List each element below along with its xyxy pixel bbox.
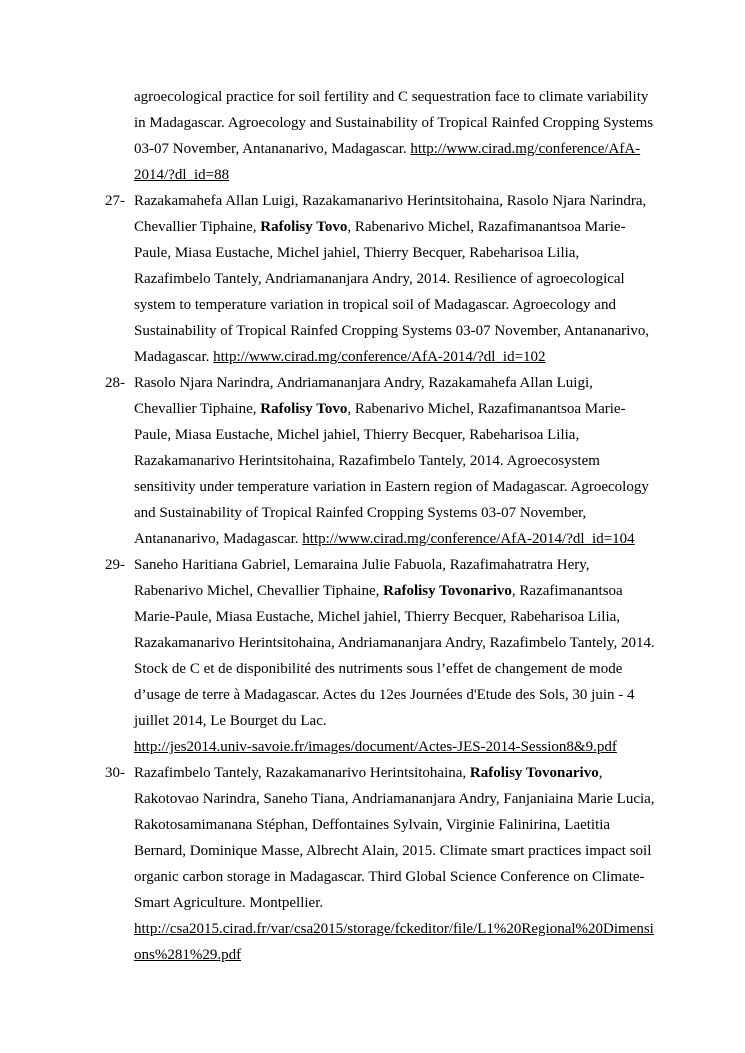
reference-text: , Rabenarivo Michel, Razafimanantsoa Marie-Paule, Miasa Eustache, Michel jahiel, Thierry Becquer, Rabeharisoa Lilia, Razafimbelo Tantely, Andriamananjara Andry, 2014. Resilience of agroecological system to temperature variation in tropical soil of Madagascar. Agroecology and Sustainability of Tropical Rainfed Cropping Systems 03-07 November, Antananarivo, Madagascar. xyxy=(134,219,650,365)
reference-text: Saneho Haritiana Gabriel, Lemaraina Julie Fabuola, Razafimahatratra Hery, Rabenarivo Michel, Chevallier Tiphaine, xyxy=(134,557,590,599)
reference-url-link[interactable]: http://www.cirad.mg/conference/AfA-2014/?dl_id=104 xyxy=(302,531,635,547)
highlighted-author-name: Rafolisy Tovo xyxy=(260,401,348,417)
references-list xyxy=(105,84,656,968)
reference-url-link[interactable]: http://jes2014.univ-savoie.fr/images/document/Actes-JES-2014-Session8&9.pdf xyxy=(134,739,617,755)
reference-url-link[interactable]: http://csa2015.cirad.fr/var/csa2015/storage/fckeditor/file/L1%20Regional%20Dimensions%281%29.pdf xyxy=(134,921,654,963)
highlighted-author-name: Rafolisy Tovonarivo xyxy=(383,583,512,599)
highlighted-author-name: Rafolisy Tovonarivo xyxy=(469,765,599,781)
reference-number: 28- xyxy=(105,375,125,391)
reference-text: agroecological practice for soil fertility and C sequestration face to climate variability in Madagascar. Agroecology and Sustainability of Tropical Rainfed Cropping Systems 03-07 November, Antananarivo, Madagascar. xyxy=(134,89,654,157)
reference-text: Rasolo Njara Narindra, Andriamananjara Andry, Razakamahefa Allan Luigi, Chevallier Tiphaine, xyxy=(134,375,593,417)
reference-text: , Razafimanantsoa Marie-Paule, Miasa Eustache, Michel jahiel, Thierry Becquer, Rabeharisoa Lilia, Razakamanarivo Herintsitohaina, Andriamananjara Andry, Razafimbelo Tantely, 2014. Stock de C et de disponibilité des nutriments sous l’effet de changement de mode d’usage de terre à Madagascar. Actes du 12es Journées d'Etude des Sols, 30 juin - 4 juillet 2014, Le Bourget du Lac. xyxy=(134,583,655,729)
reference-text: , Rakotovao Narindra, Saneho Tiana, Andriamananjara Andry, Fanjaniaina Marie Lucia, Rakotosamimanana Stéphan, Deffontaines Sylvain, Virginie Falinirina, Laetitia Bernard, Dominique Masse, Albrecht Alain, 2015. Climate smart practices impact soil organic carbon storage in Madagascar. Third Global Science Conference on Climate-Smart Agriculture. Montpellier. xyxy=(134,765,655,911)
reference-url-link[interactable]: http://www.cirad.mg/conference/AfA-2014/?dl_id=88 xyxy=(134,141,641,183)
reference-number: 27- xyxy=(105,193,125,209)
reference-number: 30- xyxy=(105,765,125,781)
reference-url-link[interactable]: http://www.cirad.mg/conference/AfA-2014/?dl_id=102 xyxy=(213,349,546,365)
reference-text: Razakamahefa Allan Luigi, Razakamanarivo Herintsitohaina, Rasolo Njara Narindra, Chevallier Tiphaine, xyxy=(134,193,647,235)
reference-text: , Rabenarivo Michel, Razafimanantsoa Marie-Paule, Miasa Eustache, Michel jahiel, Thierry Becquer, Rabeharisoa Lilia, Razakamanarivo Herintsitohaina, Razafimbelo Tantely, 2014. Agroecosystem sensitivity under temperature variation in Eastern region of Madagascar. Agroecology and Sustainability of Tropical Rainfed Cropping Systems 03-07 November, Antananarivo, Madagascar. xyxy=(134,401,649,547)
highlighted-author-name: Rafolisy Tovo xyxy=(260,219,348,235)
reference-item-27 xyxy=(105,188,656,370)
reference-item-30 xyxy=(105,760,656,968)
reference-text: Razafimbelo Tantely, Razakamanarivo Herintsitohaina, xyxy=(134,765,470,781)
reference-item-28 xyxy=(105,370,656,552)
reference-item-29 xyxy=(105,552,656,760)
reference-item-continuation xyxy=(105,84,656,188)
reference-number: 29- xyxy=(105,557,125,573)
